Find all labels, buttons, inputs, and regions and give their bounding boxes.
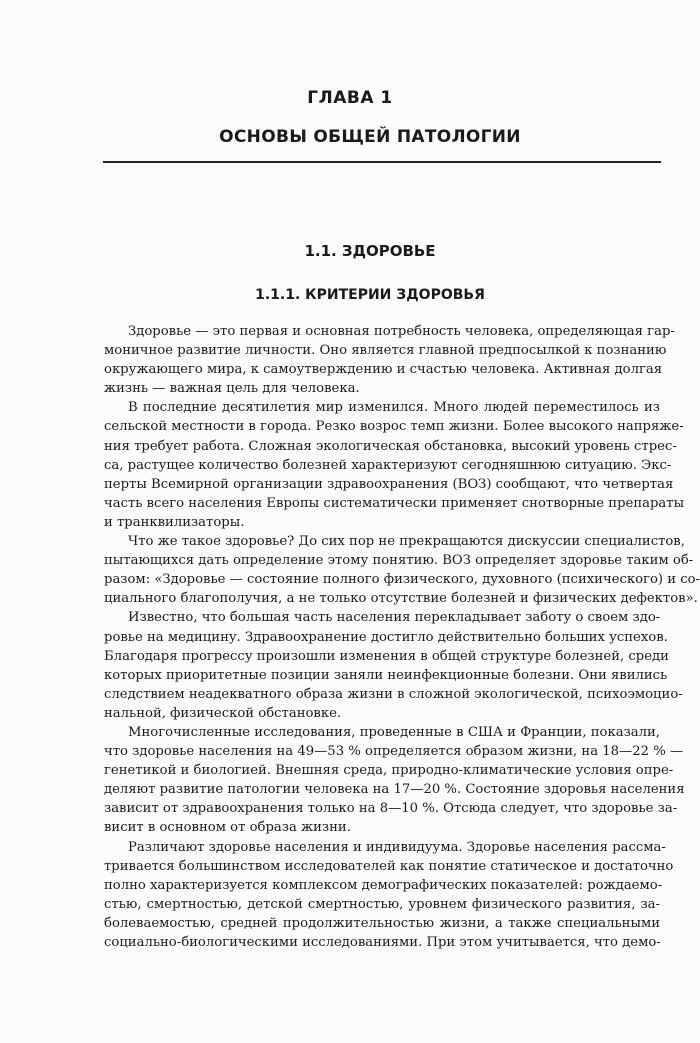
- chapter-title: ОСНОВЫ ОБЩЕЙ ПАТОЛОГИИ: [219, 127, 521, 147]
- text-line: сельской местности в города. Резко возрос темп жизни. Более высокого напряже-: [104, 419, 684, 435]
- section-title: 1.1. ЗДОРОВЬЕ: [304, 242, 436, 260]
- text-line: полно характеризуется комплексом демографических показателей: рождаемо-: [104, 877, 663, 893]
- text-line: Благодаря прогрессу произошли изменения в общей структуре болезней, среди: [104, 648, 669, 664]
- text-line: разом: «Здоровье — состояние полного физического, духовного (психического) и со-: [104, 572, 700, 588]
- text-line: нальной, физической обстановке.: [104, 705, 342, 721]
- text-line: зависит от здравоохранения только на 8—10 %. Отсюда следует, что здоровье за-: [104, 801, 678, 817]
- paragraph: [104, 532, 700, 608]
- text-line: моничное развитие личности. Оно является главной предпосылкой к познанию: [104, 343, 667, 359]
- text-line: что здоровье населения на 49—53 % определяется образом жизни, на 18—22 % —: [104, 744, 684, 760]
- chapter-divider: [103, 161, 661, 163]
- text-line: тривается большинством исследователей как понятие статическое и достаточно: [104, 858, 674, 874]
- text-line: болеваемостью, средней продолжительностью жизни, а также специальными: [104, 915, 660, 931]
- paragraph: [104, 322, 675, 398]
- text-line: окружающего мира, к самоутверждению и счастью человека. Активная долгая: [104, 362, 663, 378]
- body-text: [104, 322, 700, 952]
- text-line: генетикой и биологией. Внешняя среда, природно-климатические условия опре-: [104, 763, 674, 779]
- paragraph: [104, 723, 685, 838]
- paragraph: [104, 838, 674, 953]
- paragraph: [104, 398, 685, 532]
- text-line: следствием неадекватного образа жизни в сложной экологической, психоэмоцио-: [104, 686, 683, 702]
- text-line: Известно, что большая часть населения перекладывает заботу о своем здо-: [128, 610, 661, 626]
- subsection-title: 1.1.1. КРИТЕРИИ ЗДОРОВЬЯ: [255, 287, 485, 303]
- text-line: деляют развитие патологии человека на 17—20 %. Состояние здоровья населения: [104, 782, 685, 798]
- text-line: социально-биологическими исследованиями. При этом учитывается, что демо-: [104, 935, 661, 950]
- text-line: которых приоритетные позиции заняли неинфекционные болезни. Они явились: [104, 667, 668, 683]
- text-line: Различают здоровье населения и индивидуума. Здоровье населения рассма-: [128, 839, 666, 855]
- text-line: циального благополучия, а не только отсутствие болезней и физических дефектов».: [104, 591, 698, 607]
- text-line: са, растущее количество болезней характеризуют сегодняшнюю ситуацию. Экс-: [104, 457, 672, 473]
- text-line: стью, смертностью, детской смертностью, уровнем физического развития, за-: [104, 896, 660, 912]
- text-line: жизнь — важная цель для человека.: [104, 381, 360, 397]
- text-line: пытающихся дать определение этому понятию. ВОЗ определяет здоровье таким об-: [104, 553, 694, 569]
- text-line: ровье на медицину. Здравоохранение достигло действительно больших успехов.: [104, 629, 668, 645]
- text-line: В последние десятилетия мир изменился. Много людей переместилось из: [128, 400, 660, 416]
- text-line: ния требует работа. Сложная экологическая обстановка, высокий уровень стрес-: [104, 438, 677, 454]
- paragraph: [104, 608, 683, 723]
- text-line: Многочисленные исследования, проведенные в США и Франции, показали,: [128, 724, 660, 740]
- text-line: висит в основном от образа жизни.: [104, 820, 351, 836]
- text-line: Здоровье — это первая и основная потребность человека, определяющая гар-: [128, 324, 675, 339]
- text-line: и транквилизаторы.: [104, 514, 245, 530]
- text-line: перты Всемирной организации здравоохранения (ВОЗ) сообщают, что четвертая: [104, 476, 674, 492]
- chapter-label: ГЛАВА 1: [307, 88, 393, 108]
- text-line: Что же такое здоровье? До сих пор не прекращаются дискуссии специалистов,: [128, 534, 685, 550]
- text-line: часть всего населения Европы систематически применяет снотворные препараты: [104, 495, 685, 511]
